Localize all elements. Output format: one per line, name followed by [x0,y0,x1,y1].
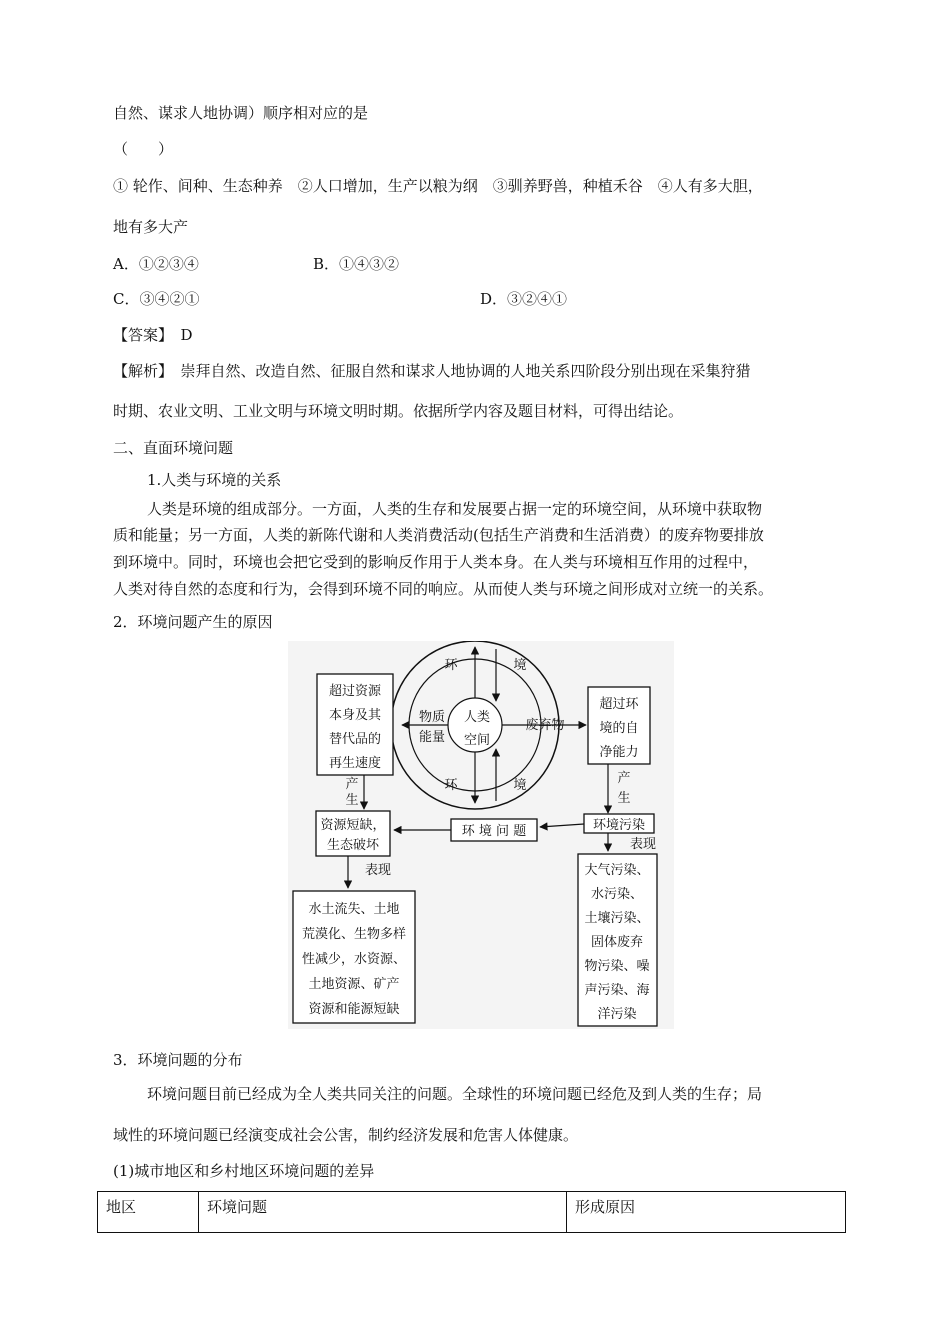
diagram-text: 资源短缺， [320,818,386,833]
center-label-line2: 空间 [463,733,491,748]
paragraph-1-line2: 质和能量；另一方面，人类的新陈代谢和人类消费活动(包括生产消费和生活消费）的废弃物要排放 [113,526,764,544]
question-items-line2: 地有多大产 [113,218,189,236]
diagram-text: 土地资源、矿产 [308,977,400,992]
answer-parentheses: （ ） [113,140,174,158]
answer-line: 【答案】 D [113,326,193,344]
show-left: 表现 [364,863,392,878]
diagram-text: 净能力 [599,745,639,760]
option-a: A．①②③④ [113,255,199,273]
table-header-cell: 形成原因 [567,1192,846,1233]
subheading-4: (1)城市地区和乡村地区环境问题的差异 [113,1162,375,1180]
diagram-text: 水土流失、土地 [308,902,400,917]
produce-right-2: 生 [617,791,631,806]
paragraph-1-line3: 到环境中。同时，环境也会把它受到的影响反作用于人类本身。在人类与环境相互作用的过程中， [113,553,759,571]
matter-label-line2: 能量 [418,730,446,745]
diagram-text: 再生速度 [328,756,382,771]
question-items-line1: ① 轮作、间种、生态种养 ②人口增加，生产以粮为纲 ③驯养野兽，种植禾谷 ④人有多大胆， [113,177,763,195]
section-heading: 二、直面环境问题 [113,439,234,457]
analysis-line1: 【解析】 崇拜自然、改造自然、征服自然和谋求人地协调的人地关系四阶段分别出现在采集狩猎 [113,362,751,380]
ring-label-bottom-left: 环 [444,778,458,793]
region-comparison-table [97,1191,846,1233]
diagram-text: 水污染、 [590,887,644,902]
question-stem-tail: 自然、谋求人地协调）顺序相对应的是 [113,104,369,122]
ring-label-bottom-right: 境 [513,778,527,793]
diagram-text: 替代品的 [328,732,382,747]
produce-left-1: 产 [345,777,359,792]
subheading-2: 2．环境问题产生的原因 [113,613,273,631]
ring-label-top-left: 环 [444,658,458,673]
show-right: 表现 [629,837,657,852]
diagram-text: 生态破坏 [326,838,380,853]
table-header-cell: 环境问题 [199,1192,567,1233]
diagram-text: 性减少，水资源、 [301,952,407,967]
diagram-text: 境的自 [599,721,639,736]
environment-problem-diagram [288,641,674,1029]
diagram-text: 环 境 问 题 [461,824,527,839]
option-c: C．③④②① [113,290,200,308]
option-d: D．③②④① [480,290,568,308]
matter-label-line1: 物质 [418,710,446,725]
produce-right-1: 产 [617,771,631,786]
option-b: B．①④③② [313,255,400,273]
paragraph-2-line1: 环境问题目前已经成为全人类共同关注的问题。全球性的环境问题已经危及到人类的生存；局 [147,1085,763,1103]
diagram-text: 环境污染 [592,818,646,833]
diagram-text: 荒漠化、生物多样 [301,927,407,942]
paragraph-1-line1: 人类是环境的组成部分。一方面，人类的生存和发展要占据一定的环境空间，从环境中获取物 [147,500,763,518]
diagram-text: 物污染、噪 [584,959,650,974]
waste-label: 废弃物 [525,718,565,733]
diagram-text: 超过环 [599,697,639,712]
diagram-text: 土壤污染、 [584,911,650,926]
diagram-text: 固体废弃 [590,935,644,950]
diagram-text: 资源和能源短缺 [308,1002,400,1017]
analysis-line2: 时期、农业文明、工业文明与环境文明时期。依据所学内容及题目材料，可得出结论。 [113,402,684,420]
produce-left-2: 生 [345,793,359,808]
table-header-cell: 地区 [98,1192,199,1233]
diagram-text: 超过资源 [328,684,382,699]
table-header-row [98,1192,846,1233]
diagram-text: 大气污染、 [584,863,650,878]
center-label-line1: 人类 [463,710,491,725]
subheading-1: 1.人类与环境的关系 [147,471,282,489]
diagram-text: 声污染、海 [584,983,650,998]
ring-label-top-right: 境 [513,658,527,673]
diagram-text: 洋污染 [597,1007,637,1022]
diagram-text: 本身及其 [328,708,382,723]
paragraph-2-line2: 域性的环境问题已经演变成社会公害，制约经济发展和危害人体健康。 [113,1126,579,1144]
paragraph-1-line4: 人类对待自然的态度和行为，会得到环境不同的响应。从而使人类与环境之间形成对立统一的关系。 [113,580,774,598]
subheading-3: 3．环境问题的分布 [113,1051,243,1069]
